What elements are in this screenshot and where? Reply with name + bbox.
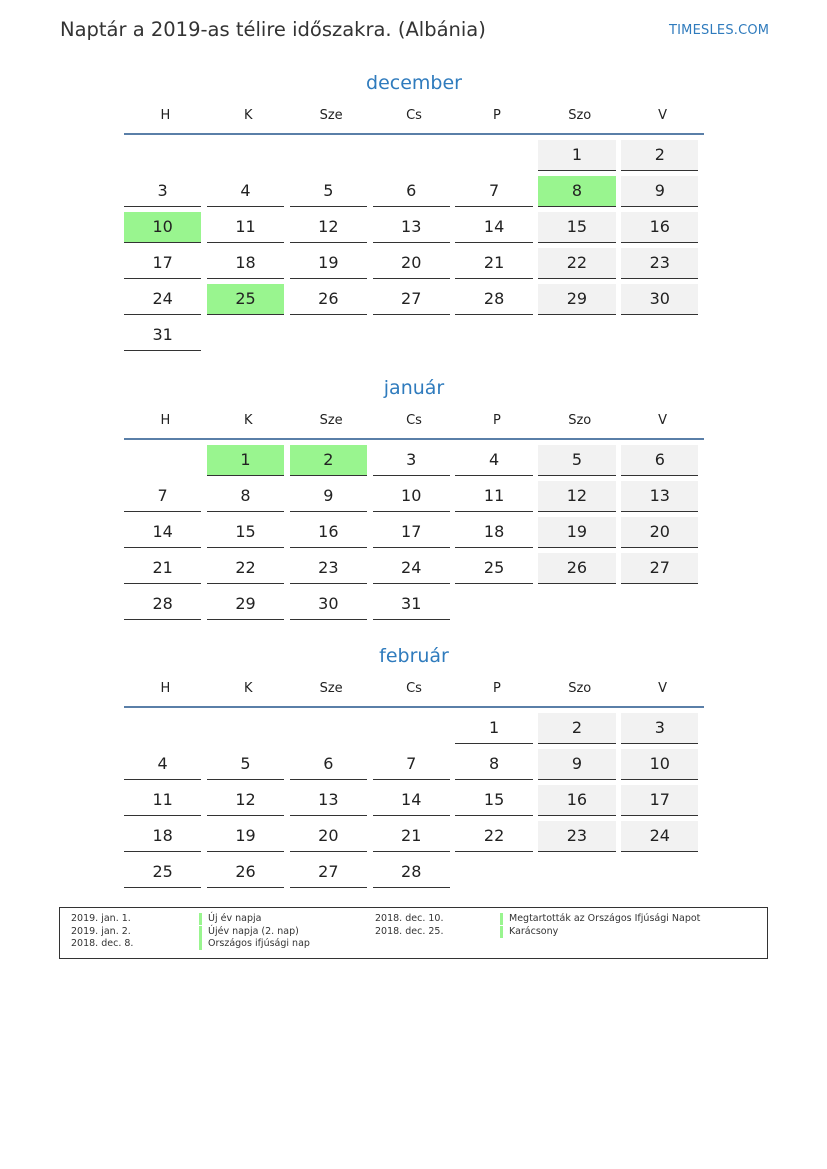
- day-cell: 2: [621, 140, 698, 171]
- legend-holiday-name: Karácsony: [500, 926, 558, 938]
- day-cell: 20: [373, 248, 450, 279]
- day-cell: 23: [538, 821, 615, 852]
- empty-cell: [621, 320, 698, 350]
- weekday-label: Cs: [406, 681, 422, 696]
- weekday-label: Szo: [568, 108, 592, 123]
- day-cell: 6: [621, 445, 698, 476]
- holiday-day-cell: 2: [290, 445, 367, 476]
- day-cell: 4: [207, 176, 284, 207]
- empty-cell: [207, 320, 284, 350]
- day-cell: 25: [124, 857, 201, 888]
- empty-cell: [124, 140, 201, 170]
- empty-cell: [621, 589, 698, 619]
- legend-date: 2018. dec. 8.: [71, 938, 134, 949]
- day-cell: 15: [538, 212, 615, 243]
- day-cell: 3: [373, 445, 450, 476]
- legend-date: 2018. dec. 10.: [375, 913, 444, 924]
- day-cell: 22: [207, 553, 284, 584]
- day-cell: 13: [621, 481, 698, 512]
- empty-cell: [207, 713, 284, 743]
- week-row: [124, 589, 704, 620]
- day-cell: 25: [455, 553, 532, 584]
- day-cell: 28: [455, 284, 532, 315]
- day-cell: 8: [207, 481, 284, 512]
- day-cell: 6: [373, 176, 450, 207]
- weekday-label: K: [244, 108, 253, 123]
- weekday-label: V: [658, 681, 668, 696]
- empty-cell: [290, 713, 367, 743]
- empty-cell: [207, 140, 284, 170]
- page-title: Naptár a 2019-as télire időszakra. (Albánia): [60, 18, 486, 41]
- day-cell: 18: [455, 517, 532, 548]
- day-cell: 28: [373, 857, 450, 888]
- day-cell: 27: [621, 553, 698, 584]
- day-cell: 27: [373, 284, 450, 315]
- day-cell: 21: [373, 821, 450, 852]
- day-cell: 3: [124, 176, 201, 207]
- week-row: [124, 248, 704, 279]
- legend-date: 2019. jan. 2.: [71, 925, 131, 937]
- day-cell: 7: [455, 176, 532, 207]
- empty-cell: [621, 857, 698, 887]
- day-cell: 16: [538, 785, 615, 816]
- day-cell: 10: [621, 749, 698, 780]
- month-calendar-january: [124, 376, 704, 620]
- week-row: [124, 517, 704, 548]
- day-cell: 22: [538, 248, 615, 279]
- month-title: december: [366, 72, 462, 94]
- day-cell: 29: [207, 589, 284, 620]
- week-row: [124, 320, 704, 351]
- day-cell: 19: [538, 517, 615, 548]
- empty-cell: [290, 320, 367, 350]
- month-calendar-december: [124, 71, 704, 351]
- day-cell: 12: [290, 212, 367, 243]
- weekday-label: Sze: [319, 413, 343, 428]
- empty-cell: [290, 140, 367, 170]
- day-cell: 6: [290, 749, 367, 780]
- day-cell: 4: [124, 749, 201, 780]
- day-cell: 2: [538, 713, 615, 744]
- day-cell: 29: [538, 284, 615, 315]
- day-cell: 5: [290, 176, 367, 207]
- weekday-label: P: [492, 108, 501, 123]
- day-cell: 20: [621, 517, 698, 548]
- holiday-day-cell: 1: [207, 445, 284, 476]
- day-cell: 18: [207, 248, 284, 279]
- day-cell: 9: [621, 176, 698, 207]
- day-cell: 30: [621, 284, 698, 315]
- day-cell: 4: [455, 445, 532, 476]
- day-cell: 22: [455, 821, 532, 852]
- day-cell: 23: [621, 248, 698, 279]
- day-cell: 13: [290, 785, 367, 816]
- week-row: [124, 785, 704, 816]
- weekday-label: K: [244, 413, 253, 428]
- day-cell: 28: [124, 589, 201, 620]
- weekday-label: K: [244, 681, 253, 696]
- weekday-header: [124, 680, 704, 708]
- week-row: [124, 749, 704, 780]
- legend-holiday-name: Újév napja (2. nap): [199, 926, 299, 938]
- day-cell: 11: [455, 481, 532, 512]
- legend-holiday-name: Új év napja: [199, 913, 261, 925]
- week-row: [124, 176, 704, 207]
- day-cell: 27: [290, 857, 367, 888]
- day-cell: 12: [207, 785, 284, 816]
- day-cell: 11: [207, 212, 284, 243]
- day-cell: 31: [124, 320, 201, 351]
- day-cell: 19: [207, 821, 284, 852]
- day-cell: 18: [124, 821, 201, 852]
- empty-cell: [373, 713, 450, 743]
- legend-date: 2019. jan. 1.: [71, 913, 131, 924]
- week-row: [124, 713, 704, 744]
- day-cell: 8: [455, 749, 532, 780]
- day-cell: 9: [538, 749, 615, 780]
- empty-cell: [124, 713, 201, 743]
- month-title: január: [383, 377, 445, 399]
- day-cell: 5: [207, 749, 284, 780]
- weekday-label: V: [658, 108, 668, 123]
- weekday-label: Cs: [406, 413, 422, 428]
- day-cell: 1: [455, 713, 532, 744]
- day-cell: 16: [290, 517, 367, 548]
- empty-cell: [373, 320, 450, 350]
- day-cell: 5: [538, 445, 615, 476]
- day-cell: 21: [455, 248, 532, 279]
- empty-cell: [455, 857, 532, 887]
- holiday-day-cell: 10: [124, 212, 201, 243]
- weekday-label: Szo: [568, 681, 592, 696]
- weekday-label: P: [492, 681, 501, 696]
- day-cell: 14: [373, 785, 450, 816]
- day-cell: 24: [124, 284, 201, 315]
- day-cell: 12: [538, 481, 615, 512]
- weekday-header: [124, 107, 704, 135]
- day-cell: 26: [207, 857, 284, 888]
- weekday-label: Szo: [568, 413, 592, 428]
- day-cell: 11: [124, 785, 201, 816]
- day-cell: 17: [621, 785, 698, 816]
- day-cell: 16: [621, 212, 698, 243]
- day-cell: 10: [373, 481, 450, 512]
- month-title: február: [379, 645, 449, 667]
- day-cell: 26: [538, 553, 615, 584]
- day-cell: 7: [124, 481, 201, 512]
- empty-cell: [455, 320, 532, 350]
- day-cell: 15: [455, 785, 532, 816]
- day-cell: 21: [124, 553, 201, 584]
- weekday-label: H: [160, 108, 171, 123]
- day-cell: 17: [124, 248, 201, 279]
- day-cell: 23: [290, 553, 367, 584]
- weekday-label: Sze: [319, 681, 343, 696]
- weekday-label: Cs: [406, 108, 422, 123]
- empty-cell: [124, 445, 201, 475]
- day-cell: 24: [373, 553, 450, 584]
- day-cell: 3: [621, 713, 698, 744]
- legend-holiday-name: Országos ifjúsági nap: [199, 938, 310, 950]
- brand-link[interactable]: TIMESLES.COM: [669, 23, 770, 38]
- day-cell: 30: [290, 589, 367, 620]
- week-row: [124, 553, 704, 584]
- day-cell: 24: [621, 821, 698, 852]
- empty-cell: [538, 320, 615, 350]
- day-cell: 1: [538, 140, 615, 171]
- week-row: [124, 481, 704, 512]
- day-cell: 13: [373, 212, 450, 243]
- day-cell: 26: [290, 284, 367, 315]
- week-row: [124, 445, 704, 476]
- legend-date: 2018. dec. 25.: [375, 925, 444, 937]
- weekday-label: P: [492, 413, 501, 428]
- holiday-day-cell: 8: [538, 176, 615, 207]
- empty-cell: [455, 589, 532, 619]
- day-cell: 9: [290, 481, 367, 512]
- day-cell: 14: [455, 212, 532, 243]
- weekday-label: Sze: [319, 108, 343, 123]
- empty-cell: [538, 857, 615, 887]
- day-cell: 31: [373, 589, 450, 620]
- day-cell: 19: [290, 248, 367, 279]
- week-row: [124, 821, 704, 852]
- empty-cell: [373, 140, 450, 170]
- week-row: [124, 284, 704, 315]
- month-calendar-february: [124, 644, 704, 888]
- week-row: [124, 857, 704, 888]
- day-cell: 7: [373, 749, 450, 780]
- day-cell: 14: [124, 517, 201, 548]
- weekday-header: [124, 412, 704, 440]
- holiday-day-cell: 25: [207, 284, 284, 315]
- weekday-label: H: [160, 413, 171, 428]
- empty-cell: [538, 589, 615, 619]
- day-cell: 17: [373, 517, 450, 548]
- day-cell: 20: [290, 821, 367, 852]
- legend-holiday-name: Megtartották az Országos Ifjúsági Napot: [500, 913, 700, 925]
- holiday-legend: [59, 907, 768, 959]
- week-row: [124, 140, 704, 171]
- weekday-label: H: [160, 681, 171, 696]
- week-row: [124, 212, 704, 243]
- day-cell: 15: [207, 517, 284, 548]
- weekday-label: V: [658, 413, 668, 428]
- empty-cell: [455, 140, 532, 170]
